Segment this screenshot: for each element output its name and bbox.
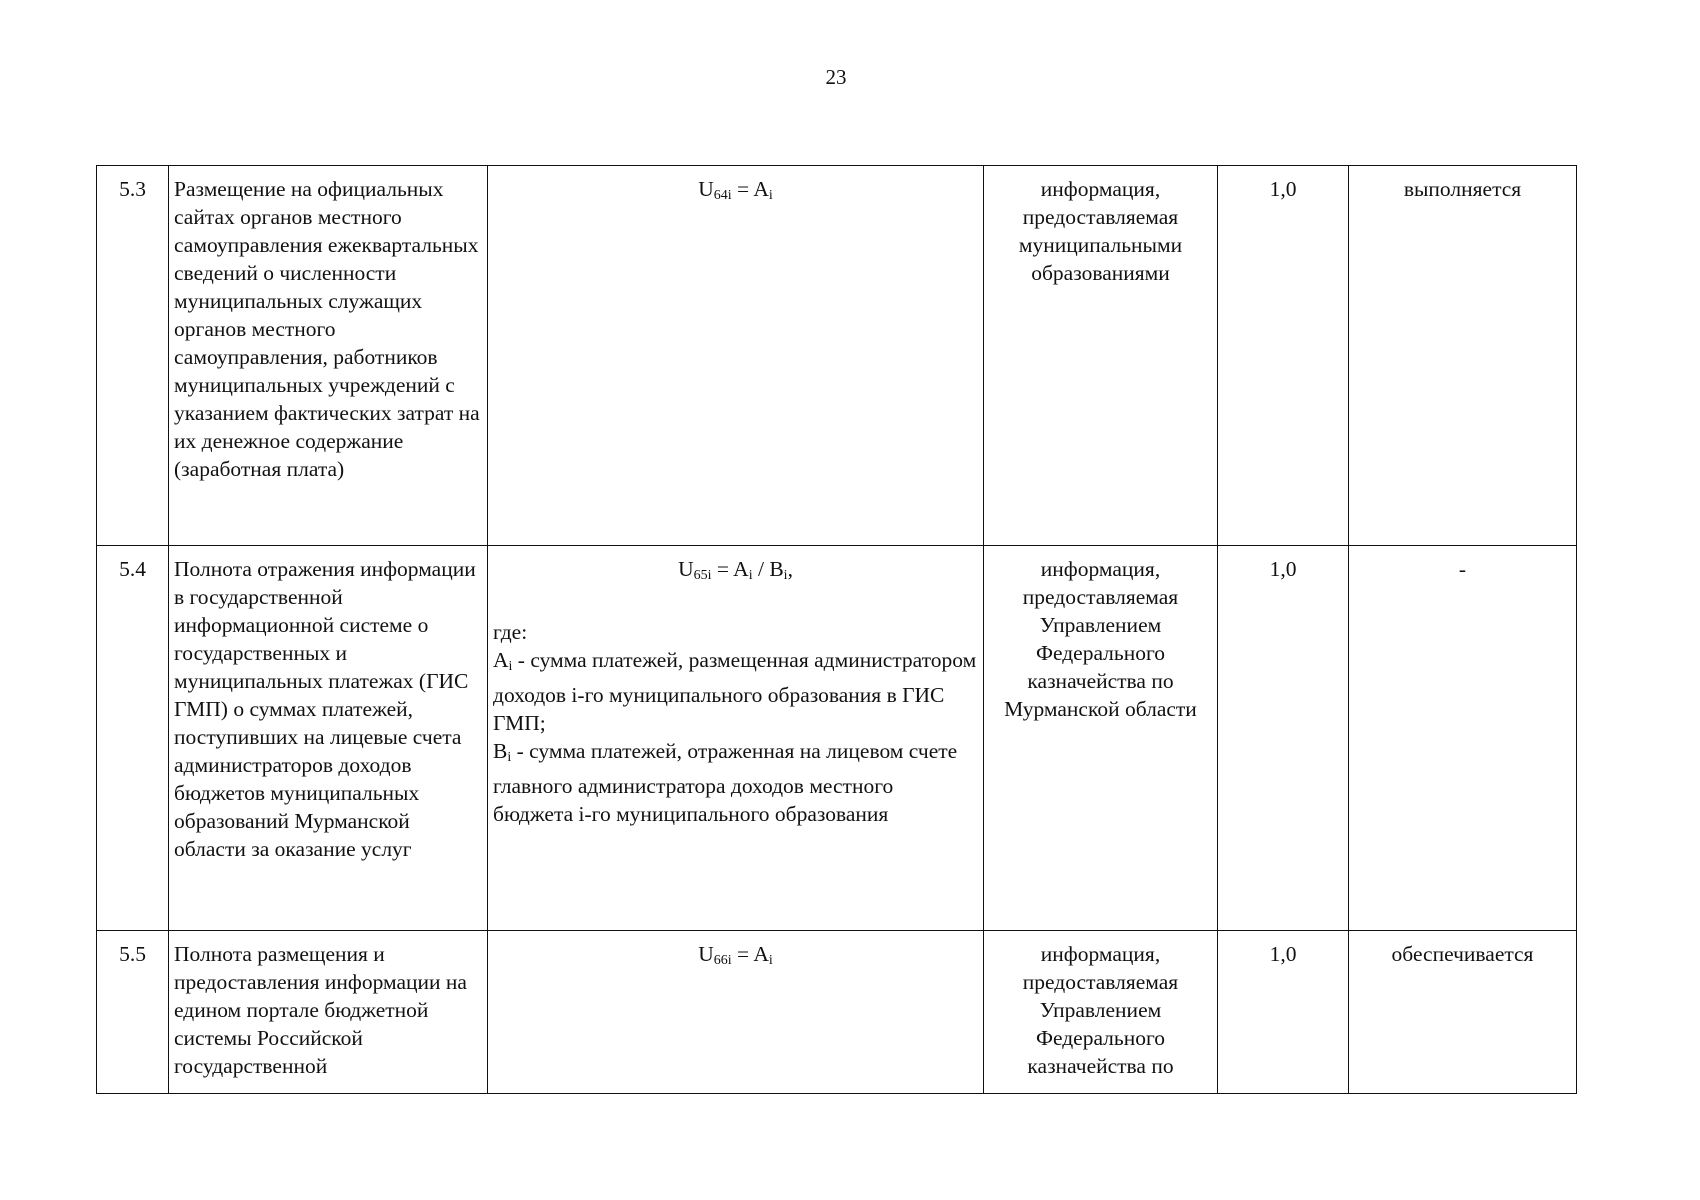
formula-cell [488,546,984,931]
formula-cell [488,931,984,1094]
where-label: где: [493,620,528,644]
formula: $U_{64i} = A_i$ [698,177,773,203]
data-source: информация, предоставляемая Управлением Федерального казначейства по [984,931,1218,1094]
weight-value: 1,0 [1218,166,1349,546]
row-number: 5.4 [97,546,169,931]
formula-cell [488,166,984,546]
data-source: информация, предоставляемая муниципальными образованиями [984,166,1218,546]
definition-a: $A_i$ - сумма платежей, размещенная администратором доходов i-го муниципального образования в ГИС ГМП; [493,648,977,735]
definition-b: $B_i$ - сумма платежей, отраженная на лицевом счете главного администратора доходов местного бюджета i-го муниципального образования [493,739,958,826]
table-row [97,166,1577,546]
table-row [97,546,1577,931]
indicator-name: Полнота отражения информации в государственной информационной системе о государственных и муниципальных платежах (ГИС ГМП) о суммах платежей, поступивших на лицевые счета администраторов доходов бюджетов муниципальных образований Мурманской области за оказание услуг [169,546,488,931]
formula: $U_{66i} = A_i$ [698,942,773,968]
data-source: информация, предоставляемая Управлением Федерального казначейства по Мурманской области [984,546,1218,931]
status-value: выполняется [1349,166,1577,546]
status-value: - [1349,546,1577,931]
weight-value: 1,0 [1218,546,1349,931]
weight-value: 1,0 [1218,931,1349,1094]
status-value: обеспечивается [1349,931,1577,1094]
page-number: 23 [825,65,847,89]
formula: $U_{65i} = A_i / B_i$, [678,557,793,583]
row-number: 5.5 [97,931,169,1094]
table-row [97,931,1577,1094]
indicator-name: Размещение на официальных сайтах органов местного самоуправления ежеквартальных сведений о численности муниципальных служащих органов местного самоуправления, работников муниципальных учреждений с указанием фактических затрат на их денежное содержание (заработная плата) [169,166,488,546]
indicator-name: Полнота размещения и предоставления информации на едином портале бюджетной системы Российской государственной [169,931,488,1094]
indicators-table [96,165,1577,1094]
row-number: 5.3 [97,166,169,546]
